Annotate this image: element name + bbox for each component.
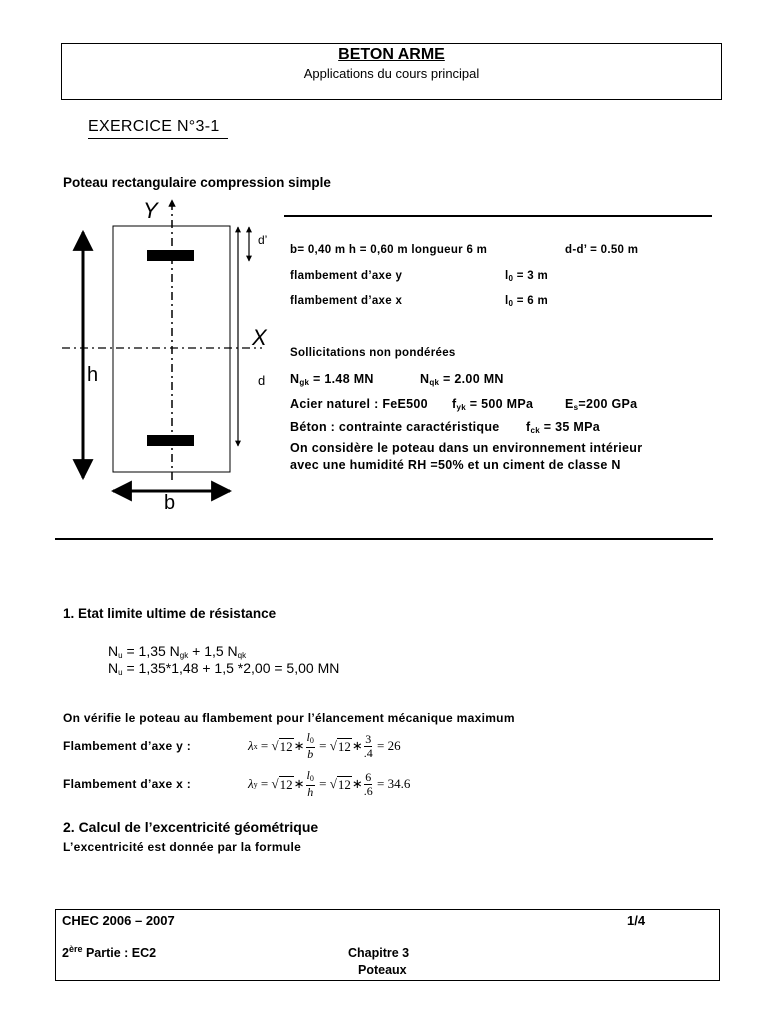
param-buckling-x-value: [505, 295, 548, 308]
nu-subscript: u: [118, 668, 123, 677]
formula-part: = 1,35*1,48 + 1,5 *2,00 = 5,00 MN: [122, 660, 340, 676]
equals: =: [315, 776, 330, 791]
label-dprime: d’: [258, 233, 268, 247]
label-y-axis: Y: [143, 198, 158, 223]
environment-line-1: On considère le poteau dans un environnement intérieur: [290, 441, 643, 455]
load-ngk: [290, 372, 374, 387]
fck-value: = 35 MPa: [539, 420, 600, 434]
part-superscript: ère: [68, 944, 83, 954]
nu-subscript: u: [118, 651, 123, 660]
es-value: =200 GPa: [578, 397, 638, 411]
es-subscript: s: [573, 403, 579, 412]
steel-label: Acier naturel : FeE500: [290, 397, 428, 411]
fyk-subscript: yk: [456, 403, 466, 412]
denominator: h: [307, 785, 314, 799]
load-nqk: [420, 372, 504, 387]
fck-symbol: f: [526, 420, 531, 434]
section-separator: [55, 538, 713, 540]
buckling-y-formula: λ x = √ 12 ∗ $\frac{l_0}{b}$ = √ 12 ∗ $\frac{3}{.4}$ = 26: [248, 730, 401, 761]
numerator: 3: [365, 731, 372, 746]
equals: =: [257, 776, 272, 791]
l0-symbol: l: [505, 270, 509, 282]
fraction-values: [364, 733, 373, 760]
lambda-symbol: λ: [248, 738, 254, 753]
l0-symbol: l: [306, 768, 310, 782]
buckling-check-text: On vérifie le poteau au flambement pour l’élancement mécanique maximum: [63, 711, 515, 725]
rebar-bottom: [147, 435, 194, 446]
footer-chapter-subtitle: Poteaux: [358, 963, 407, 977]
footer-box: [55, 909, 720, 981]
l0-subscript: 0: [309, 736, 314, 745]
denominator: .4: [363, 745, 373, 760]
ngk-symbol: N: [290, 372, 300, 386]
multiply: ∗: [351, 738, 363, 753]
ngk-value: = 1.48 MN: [309, 372, 374, 386]
section-2-text: L’excentricité est donnée par la formule: [63, 840, 302, 854]
fyk-value: = 500 MPa: [465, 397, 534, 411]
concrete-properties: [290, 420, 500, 434]
part-label: Partie : EC2: [82, 946, 157, 960]
es-symbol: E: [565, 397, 574, 411]
buckling-x-label: Flambement d’axe x :: [63, 777, 192, 791]
nu-symbol: N: [108, 643, 119, 659]
footer-page-number: 1/4: [627, 913, 646, 928]
document-title: BETON ARME: [338, 46, 445, 63]
buckling-y-label: Flambement d’axe y :: [63, 739, 192, 753]
exercise-title-text: EXERCICE N°3-1: [88, 118, 220, 135]
footer-chapter: Chapitre 3: [348, 946, 410, 960]
gk-subscript: gk: [179, 651, 189, 660]
lambda-symbol: λ: [248, 776, 254, 791]
l0-subscript: 0: [508, 299, 514, 308]
equals: =: [257, 738, 272, 753]
nu-symbol: N: [108, 660, 119, 676]
denominator: b: [307, 747, 314, 761]
formula-part: = 1,35 N: [122, 643, 180, 659]
l0-subscript: 0: [309, 774, 314, 783]
concrete-fck: [526, 420, 600, 435]
ngk-subscript: gk: [299, 378, 310, 387]
result: = 26: [373, 738, 401, 753]
section-2-title: 2. Calcul de l’excentricité géométrique: [63, 819, 319, 835]
sqrt-value: 12: [279, 738, 293, 754]
formula-part: + 1,5 N: [188, 643, 238, 659]
fck-subscript: ck: [530, 426, 540, 435]
param-dimensions-text: b= 0,40 m h = 0,60 m longueur 6 m: [290, 244, 488, 256]
equals: =: [315, 738, 330, 753]
formula-nu-definition: [108, 643, 246, 660]
param-d-minus-dprime: d-d’ = 0.50 m: [565, 244, 639, 256]
nqk-subscript: qk: [429, 378, 440, 387]
steel-properties: [290, 397, 428, 411]
fraction-l0-b: [306, 731, 315, 761]
environment-line-2: avec une humidité RH =50% et un ciment de classe N: [290, 458, 621, 472]
param-buckling-y-value: [505, 270, 548, 283]
lambda-subscript: y: [253, 779, 258, 789]
multiply: ∗: [293, 738, 305, 753]
section-title: Poteau rectangulaire compression simple: [63, 175, 331, 190]
label-x-axis: X: [252, 325, 267, 350]
numerator: 6: [365, 769, 372, 784]
lambda-subscript: x: [253, 741, 258, 751]
fraction-values: [364, 771, 373, 798]
footer-course: CHEC 2006 – 2007: [62, 913, 175, 928]
label-d: d: [258, 373, 266, 388]
l0-value: = 3 m: [513, 270, 548, 282]
param-dimensions: [290, 244, 487, 256]
concrete-label: Béton : contrainte caractéristique: [290, 420, 500, 434]
section-1-title: 1. Etat limite ultime de résistance: [63, 606, 277, 621]
label-h: h: [87, 364, 99, 386]
qk-subscript: qk: [237, 651, 247, 660]
part-number: 2: [62, 946, 69, 960]
multiply: ∗: [351, 776, 363, 791]
param-buckling-x: flambement d’axe x: [290, 295, 403, 307]
result: = 34.6: [373, 776, 411, 791]
nqk-value: = 2.00 MN: [439, 372, 504, 386]
sqrt-value: 12: [279, 776, 293, 792]
sqrt-value: 12: [337, 776, 351, 792]
label-b: b: [164, 492, 176, 514]
footer-part: [62, 944, 156, 960]
l0-subscript: 0: [508, 274, 514, 283]
multiply: ∗: [293, 776, 305, 791]
l0-symbol: l: [505, 295, 509, 307]
document-subtitle: Applications du cours principal: [303, 66, 480, 81]
buckling-x-formula: λ y = √ 12 ∗ $\frac{l_0}{h}$ = √ 12 ∗ $\frac{6}{.6}$ = 34.6: [248, 768, 411, 799]
denominator: .6: [363, 783, 373, 798]
sqrt-value: 12: [337, 738, 351, 754]
rebar-top: [147, 250, 194, 261]
formula-nu-value: [108, 660, 339, 677]
fyk-symbol: f: [452, 397, 457, 411]
fraction-l0-h: [306, 769, 315, 799]
steel-es: [565, 397, 637, 412]
param-buckling-y: flambement d’axe y: [290, 270, 403, 282]
l0-value: = 6 m: [513, 295, 548, 307]
l0-symbol: l: [306, 730, 310, 744]
sollicitations-heading: Sollicitations non pondérées: [290, 347, 456, 359]
steel-fyk: [452, 397, 533, 412]
nqk-symbol: N: [420, 372, 430, 386]
